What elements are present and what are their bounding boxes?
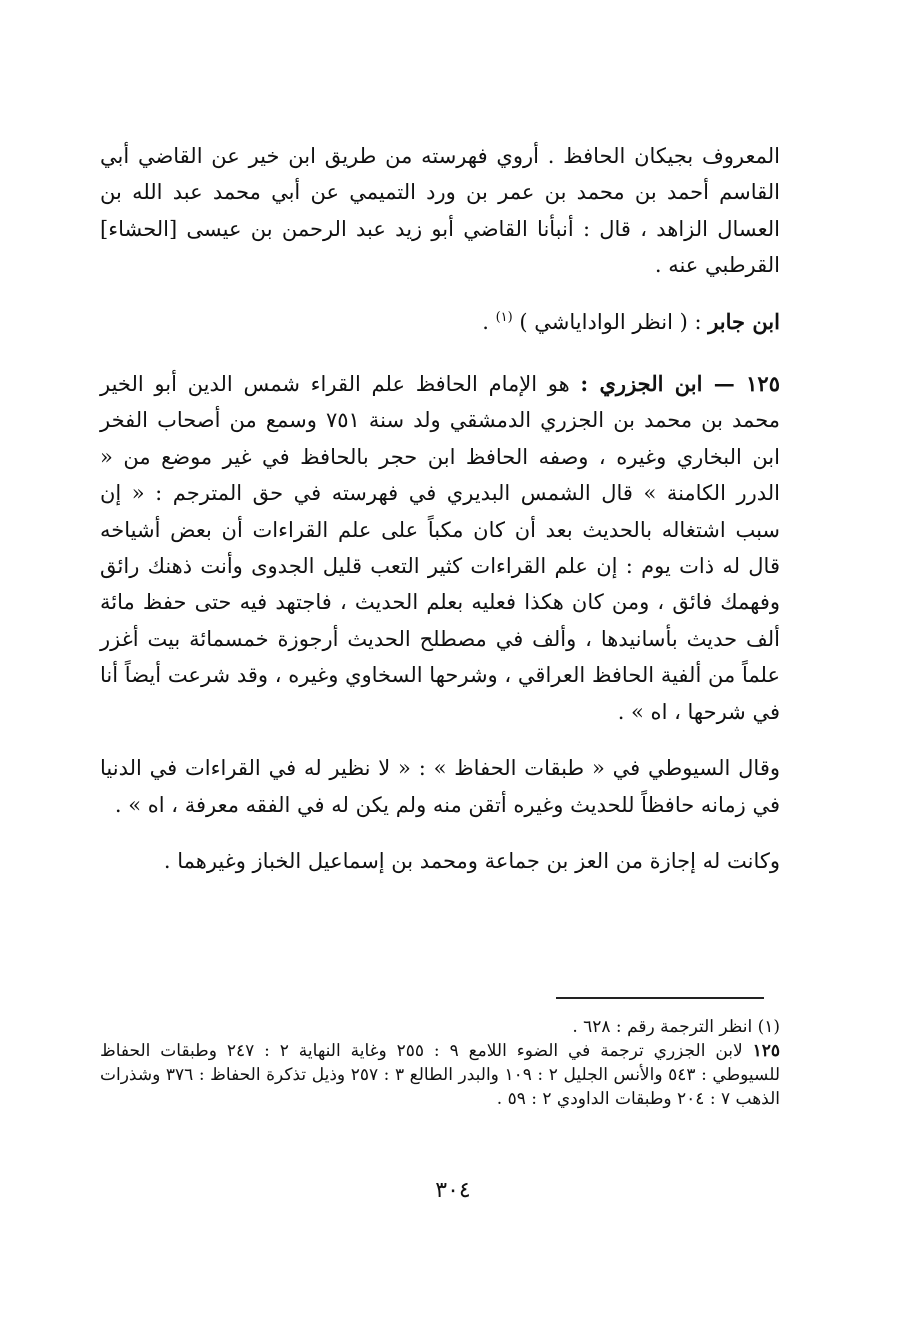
footnote-125	[100, 1039, 780, 1111]
paragraph-1: المعروف بجيكان الحافظ . أروي فهرسته من طريق ابن خير عن القاضي أبي القاسم أحمد بن محمد بن عمر بن ورد التميمي عن أبي محمد عبد الله بن العسال الزاهد ، قال : أنبأنا القاضي أبو زيد عبد الرحمن بن عيسى [الحشاء] القرطبي عنه .	[100, 144, 780, 278]
footnote-ref-1[interactable]: (١)	[495, 309, 513, 325]
paragraph-3	[100, 366, 780, 730]
entry-heading-125: ١٢٥ — ابن الجزري :	[580, 371, 780, 397]
footnotes	[100, 1015, 780, 1111]
paragraph-4: وقال السيوطي في « طبقات الحفاظ » : « لا نظير له في القراءات في الدنيا في زمانه حافظاً للحديث وغيره أتقن منه ولم يكن له في الفقه معرفة ، اه » .	[100, 756, 780, 817]
footnote-divider	[556, 997, 764, 999]
paragraph-5: وكانت له إجازة من العز بن جماعة ومحمد بن إسماعيل الخباز وغيرهما .	[163, 848, 780, 873]
page-number: ٣٠٤	[435, 1178, 471, 1203]
paragraph-2	[100, 304, 780, 340]
paragraph-2-end: .	[482, 309, 496, 334]
entry-name-ibn-jabir: ابن جابر	[708, 308, 780, 334]
paragraph-3-text: هو الإمام الحافظ علم القراء شمس الدين أبو الخير محمد بن محمد بن الجزري الدمشقي ولد سنة ٧٥١ وسمع من أصحاب الفخر ابن البخاري وغيره ، وصفه الحافظ ابن حجر بالحافظ في غير موضع من « الدرر الكامنة » قال الشمس البديري في فهرسته في حق المترجم : « إن سبب اشتغاله بالحديث بعد أن كان مكباً على علم القراءات أن بعض أشياخه قال له ذات يوم : إن علم القراءات كثير التعب قليل الجدوى وأنت ذهنك رائق وفهمك فائق ، ومن كان هكذا فعليه بعلم الحديث ، فاجتهد فيه حتى حفظ مائة ألف حديث بأسانيدها ، وألف في مصطلح الحديث أرجوزة خمسمائة بيت أغزر علماً من ألفية الحافظ العراقي ، وشرحها السخاوي وغيره ، وقد شرعت أيضاً أنا في شرحها ، اه » .	[100, 372, 780, 724]
main-text	[100, 138, 780, 879]
footnote-125-number: ١٢٥	[752, 1041, 781, 1061]
footnote-125-text: لابن الجزري ترجمة في الضوء اللامع ٩ : ٢٥٥ وغاية النهاية ٢ : ٢٤٧ وطبقات الحفاظ للسيوطي : ٥٤٣ والأنس الجليل ٢ : ١٠٩ والبدر الطالع ٣ : ٢٥٧ وذيل تذكرة الحفاظ : ٣٧٦ وشذرات الذهب ٧ : ٢٠٤ وطبقات الداودي ٢ : ٥٩ .	[100, 1041, 781, 1109]
footnote-1: (١) انظر الترجمة رقم : ٦٢٨ .	[572, 1017, 780, 1037]
paragraph-2-text: : ( انظر الواداياشي )	[519, 309, 709, 334]
